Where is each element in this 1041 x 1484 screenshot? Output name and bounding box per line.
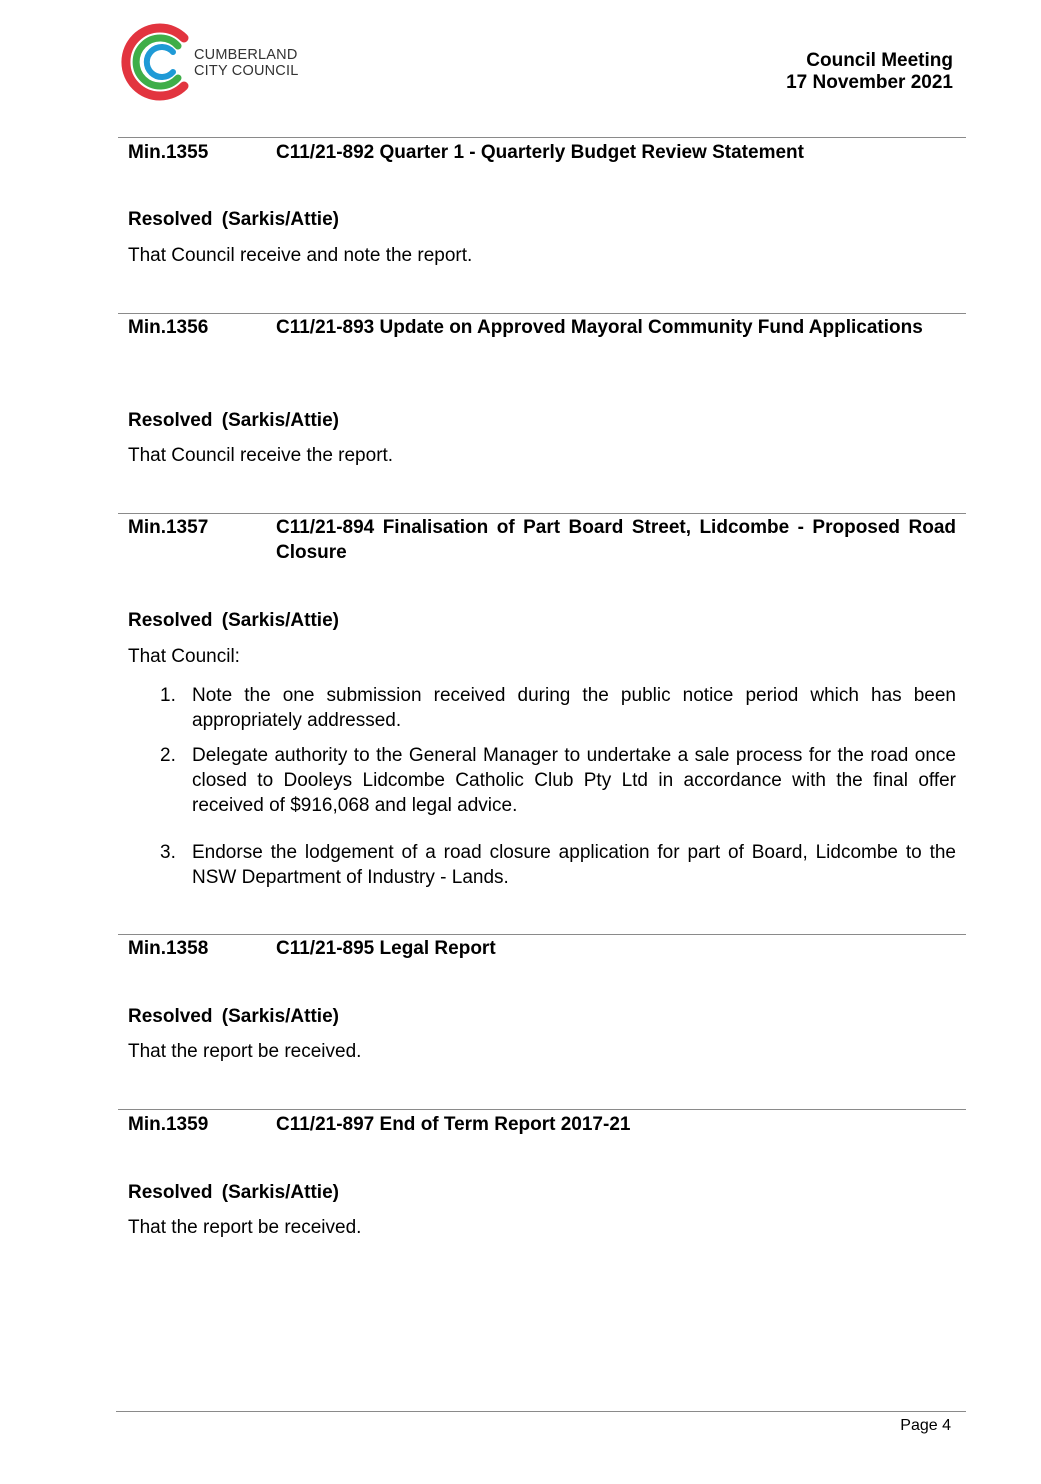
logo-wordmark: [194, 47, 298, 79]
resolution-text: That Council receive the report.: [128, 445, 394, 466]
meeting-date: 17 November 2021: [786, 72, 953, 93]
minute-number: Min.1356: [128, 317, 209, 338]
resolution-text: That Council:: [128, 646, 240, 667]
list-item-number: 2.: [160, 745, 176, 766]
logo-line-1: CUMBERLAND: [194, 47, 298, 63]
list-item-text: Delegate authority to the General Manager to undertake a sale process for the road once closed to Dooleys Lidcombe Catholic Club Pty Ltd in accordance with the final offer received of $916,068 and legal advice.: [192, 745, 956, 816]
list-item-number: 1.: [160, 685, 176, 706]
logo-line-2: CITY COUNCIL: [194, 63, 299, 79]
minute-number: Min.1358: [128, 938, 209, 959]
council-logo: [120, 22, 320, 102]
meeting-title: Council Meeting: [806, 50, 953, 71]
list-item-text: Note the one submission received during the public notice period which has been appropriately addressed.: [192, 685, 956, 731]
resolved-heading: Resolved (Sarkis/Attie): [128, 610, 339, 631]
list-item: [160, 840, 956, 890]
minute-number: Min.1357: [128, 517, 209, 538]
list-item: [160, 683, 956, 733]
list-item-text: Endorse the lodgement of a road closure application for part of Board, Lidcombe to the NSW Department of Industry - Lands.: [192, 842, 956, 888]
minute-number: Min.1355: [128, 142, 209, 163]
item-title: C11/21-897 End of Term Report 2017-21: [276, 1114, 631, 1135]
resolution-list: [160, 683, 956, 890]
resolution-text: That the report be received.: [128, 1217, 362, 1238]
resolution-text: That the report be received.: [128, 1041, 362, 1062]
resolved-heading: Resolved (Sarkis/Attie): [128, 1182, 339, 1203]
resolution-text: That Council receive and note the report.: [128, 245, 473, 266]
footer-divider: [116, 1411, 966, 1412]
item-divider: [118, 934, 966, 935]
item-divider: [118, 313, 966, 314]
council-logo-icon: [120, 22, 192, 102]
item-title: C11/21-895 Legal Report: [276, 938, 496, 959]
item-title: C11/21-892 Quarter 1 - Quarterly Budget Review Statement: [276, 142, 804, 163]
resolved-heading: Resolved (Sarkis/Attie): [128, 209, 339, 230]
resolved-heading: Resolved (Sarkis/Attie): [128, 410, 339, 431]
item-title: C11/21-894 Finalisation of Part Board Street, Lidcombe - Proposed Road Closure: [276, 517, 956, 563]
list-item-number: 3.: [160, 842, 176, 863]
page-number: Page 4: [900, 1417, 951, 1434]
item-divider: [118, 513, 966, 514]
item-title: C11/21-893 Update on Approved Mayoral Community Fund Applications: [276, 317, 923, 338]
item-divider: [118, 1109, 966, 1110]
list-item: [160, 743, 956, 818]
meeting-header: [786, 50, 953, 94]
resolved-heading: Resolved (Sarkis/Attie): [128, 1006, 339, 1027]
minute-number: Min.1359: [128, 1114, 209, 1135]
item-divider: [118, 137, 966, 138]
